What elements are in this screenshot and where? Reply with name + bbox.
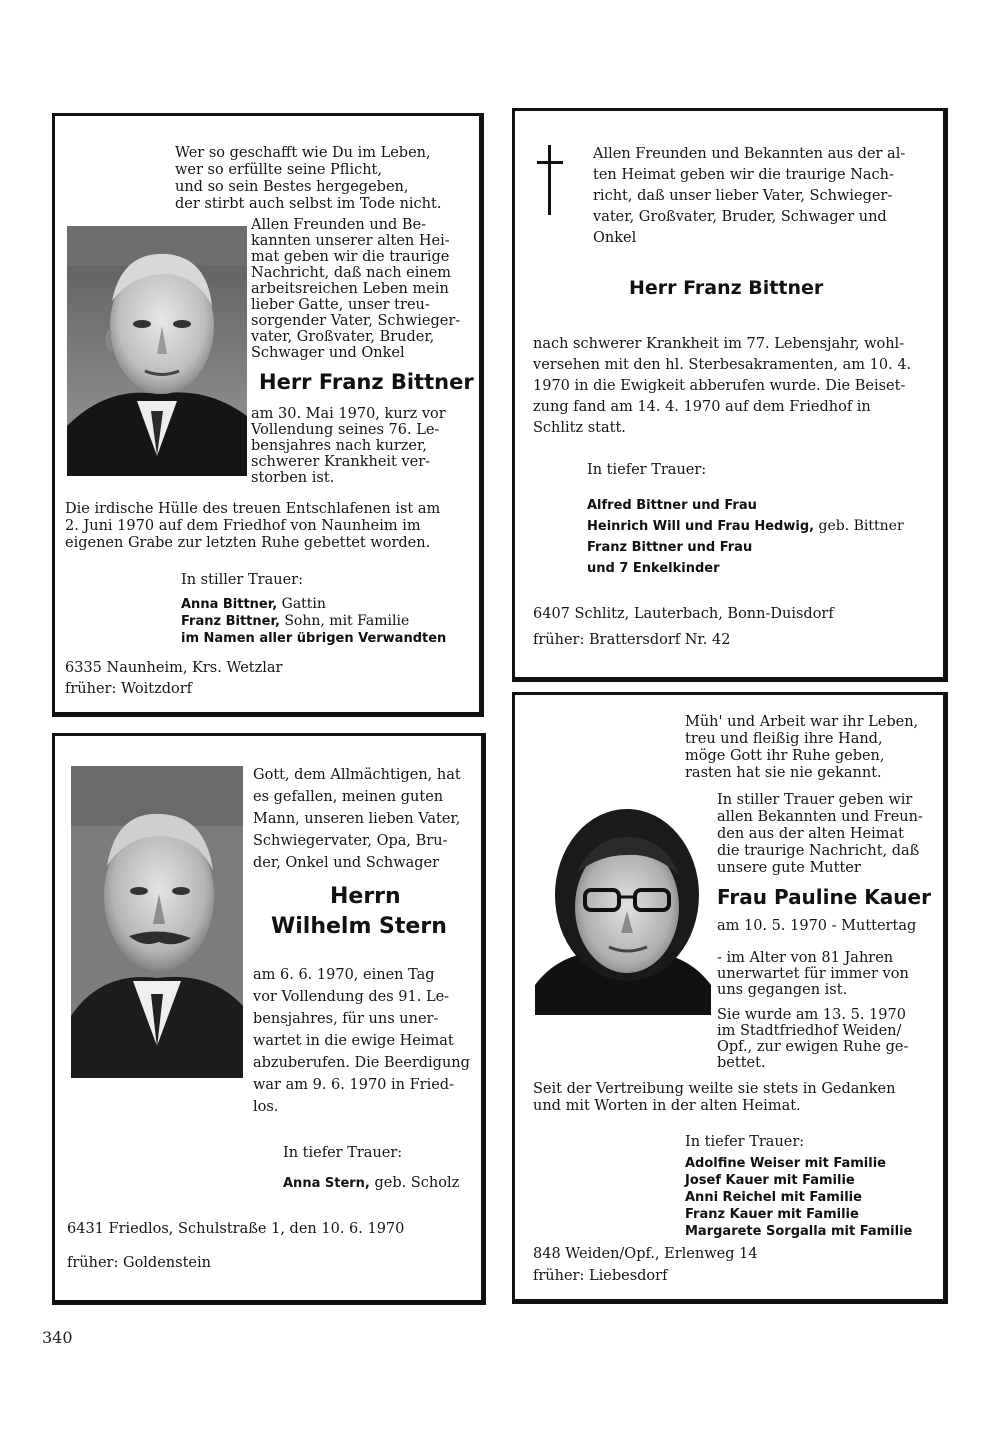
mourner-entry: Anni Reichel mit Familie <box>685 1190 862 1205</box>
mourner-entry: Franz Bittner, Sohn, mit Familie <box>181 613 410 629</box>
death-line: los. <box>253 1099 279 1115</box>
obituary-pauline-kauer <box>512 692 948 1304</box>
portrait-photo <box>67 226 247 476</box>
death-line: bensjahres nach kurzer, <box>251 438 427 454</box>
mourner-entry: Alfred Bittner und Frau <box>587 498 757 513</box>
portrait-photo <box>535 795 711 1015</box>
death-date: am 10. 5. 1970 - Muttertag <box>717 918 917 934</box>
verse-line: Müh' und Arbeit war ihr Leben, <box>685 714 919 730</box>
mourner-entry: Adolfine Weiser mit Familie <box>685 1156 886 1171</box>
verse-line: treu und fleißig ihre Hand, <box>685 731 883 747</box>
death-line: 1970 in die Ewigkeit abberufen wurde. Die Beiset- <box>533 378 906 394</box>
death-line: unerwartet für immer von <box>717 966 909 982</box>
death-line: versehen mit den hl. Sterbesakramenten, am 10. 4. <box>533 357 912 373</box>
mourners-list <box>685 1155 912 1240</box>
page-number: 340 <box>42 1328 73 1347</box>
mourners-list <box>181 596 446 647</box>
mourner-entry: und 7 Enkelkinder <box>587 561 720 576</box>
intro-line: In stiller Trauer geben wir <box>717 792 913 808</box>
address: 848 Weiden/Opf., Erlenweg 14 <box>533 1246 758 1262</box>
mourner-entry: Franz Kauer mit Familie <box>685 1207 859 1222</box>
intro-line: arbeitsreichen Leben mein <box>251 281 449 297</box>
verse-line: Wer so geschafft wie Du im Leben, <box>175 145 431 161</box>
deceased-name-title: Herrn <box>330 884 401 909</box>
intro-line: Allen Freunden und Be- <box>251 217 427 233</box>
obituary-wilhelm-stern <box>52 733 486 1305</box>
mourners-list <box>587 495 904 579</box>
intro-line: Nachricht, daß nach einem <box>251 265 452 281</box>
intro-line: Allen Freunden und Bekannten aus der al- <box>593 146 906 162</box>
mourner-entry: Josef Kauer mit Familie <box>685 1173 855 1188</box>
deceased-name: Wilhelm Stern <box>271 914 447 939</box>
death-line: am 30. Mai 1970, kurz vor <box>251 406 446 422</box>
deceased-name: Frau Pauline Kauer <box>717 885 931 909</box>
mourning-label: In tiefer Trauer: <box>283 1145 403 1161</box>
intro-line: Onkel <box>593 230 637 246</box>
burial-line: Sie wurde am 13. 5. 1970 <box>717 1007 906 1023</box>
address: 6431 Friedlos, Schulstraße 1, den 10. 6. 1970 <box>67 1221 405 1237</box>
death-line: abzuberufen. Die Beerdigung <box>253 1055 470 1071</box>
burial-line: 2. Juni 1970 auf dem Friedhof von Naunheim im <box>65 518 421 534</box>
intro-line: Mann, unseren lieben Vater, <box>253 811 461 827</box>
death-line: zung fand am 14. 4. 1970 auf dem Friedhof in <box>533 399 871 415</box>
intro-line: ten Heimat geben wir die traurige Nach- <box>593 167 894 183</box>
closing-line: Seit der Vertreibung weilte sie stets in Gedanken <box>533 1081 896 1097</box>
intro-line: den aus der alten Heimat <box>717 826 904 842</box>
intro-line: richt, daß unser lieber Vater, Schwieger- <box>593 188 893 204</box>
mourning-label: In tiefer Trauer: <box>685 1134 805 1150</box>
mourner-entry: im Namen aller übrigen Verwandten <box>181 631 447 646</box>
intro-line: allen Bekannten und Freun- <box>717 809 923 825</box>
intro-line: die traurige Nachricht, daß <box>717 843 920 859</box>
intro-line: es gefallen, meinen guten <box>253 789 444 805</box>
obituary-franz-bittner-naunheim <box>52 113 484 717</box>
intro-line: Schwager und Onkel <box>251 345 405 361</box>
intro-line: Gott, dem Allmächtigen, hat <box>253 767 461 783</box>
intro-line: vater, Großvater, Bruder, <box>251 329 435 345</box>
obituary-franz-bittner-schlitz <box>512 108 948 682</box>
death-line: am 6. 6. 1970, einen Tag <box>253 967 435 983</box>
death-line: Schlitz statt. <box>533 420 626 436</box>
portrait-man-icon <box>71 766 243 1078</box>
intro-line: sorgender Vater, Schwieger- <box>251 313 461 329</box>
burial-line: im Stadtfriedhof Weiden/ <box>717 1023 902 1039</box>
death-line: bensjahres, für uns uner- <box>253 1011 439 1027</box>
death-line: war am 9. 6. 1970 in Fried- <box>253 1077 454 1093</box>
burial-line: Opf., zur ewigen Ruhe ge- <box>717 1039 909 1055</box>
verse-line: und so sein Bestes hergegeben, <box>175 179 409 195</box>
cross-icon <box>537 145 563 215</box>
deceased-name: Herr Franz Bittner <box>259 370 474 394</box>
death-line: uns gegangen ist. <box>717 982 848 998</box>
verse-line: möge Gott ihr Ruhe geben, <box>685 748 885 764</box>
verse-line: der stirbt auch selbst im Tode nicht. <box>175 196 442 212</box>
deceased-name: Herr Franz Bittner <box>629 277 824 299</box>
portrait-photo <box>71 766 243 1078</box>
death-line: vor Vollendung des 91. Le- <box>253 989 450 1005</box>
former-home: früher: Goldenstein <box>67 1255 211 1271</box>
intro-line: kannten unserer alten Hei- <box>251 233 450 249</box>
death-line: - im Alter von 81 Jahren <box>717 950 894 966</box>
portrait-man-icon <box>67 226 247 476</box>
mourner-entry: Franz Bittner und Frau <box>587 540 753 555</box>
closing-line: und mit Worten in der alten Heimat. <box>533 1098 801 1114</box>
intro-line: Schwiegervater, Opa, Bru- <box>253 833 448 849</box>
former-home: früher: Liebesdorf <box>533 1268 668 1284</box>
former-home: früher: Brattersdorf Nr. 42 <box>533 632 731 648</box>
mourning-label: In tiefer Trauer: <box>587 462 707 478</box>
death-line: schwerer Krankheit ver- <box>251 454 431 470</box>
death-line: nach schwerer Krankheit im 77. Lebensjahr, wohl- <box>533 336 905 352</box>
mourner-entry: Heinrich Will und Frau Hedwig, geb. Bittner <box>587 518 904 534</box>
intro-line: der, Onkel und Schwager <box>253 855 440 871</box>
mourning-label: In stiller Trauer: <box>181 572 303 588</box>
burial-line: Die irdische Hülle des treuen Entschlafenen ist am <box>65 501 441 517</box>
intro-line: lieber Gatte, unser treu- <box>251 297 430 313</box>
intro-line: vater, Großvater, Bruder, Schwager und <box>593 209 887 225</box>
intro-line: unsere gute Mutter <box>717 860 861 876</box>
death-line: Vollendung seines 76. Le- <box>251 422 440 438</box>
mourner-entry: Anna Bittner, Gattin <box>181 596 326 612</box>
verse-line: rasten hat sie nie gekannt. <box>685 765 882 781</box>
burial-line: bettet. <box>717 1055 766 1071</box>
address: 6335 Naunheim, Krs. Wetzlar <box>65 660 283 676</box>
death-line: wartet in die ewige Heimat <box>253 1033 454 1049</box>
mourner-entry: Anna Stern, geb. Scholz <box>283 1175 460 1191</box>
portrait-woman-icon <box>535 795 711 1015</box>
intro-line: mat geben wir die traurige <box>251 249 450 265</box>
mourner-entry: Margarete Sorgalla mit Familie <box>685 1224 913 1239</box>
former-home: früher: Woitzdorf <box>65 681 193 697</box>
burial-line: eigenen Grabe zur letzten Ruhe gebettet worden. <box>65 535 431 551</box>
death-line: storben ist. <box>251 470 335 486</box>
verse-line: wer so erfüllte seine Pflicht, <box>175 162 382 178</box>
address: 6407 Schlitz, Lauterbach, Bonn-Duisdorf <box>533 606 834 622</box>
